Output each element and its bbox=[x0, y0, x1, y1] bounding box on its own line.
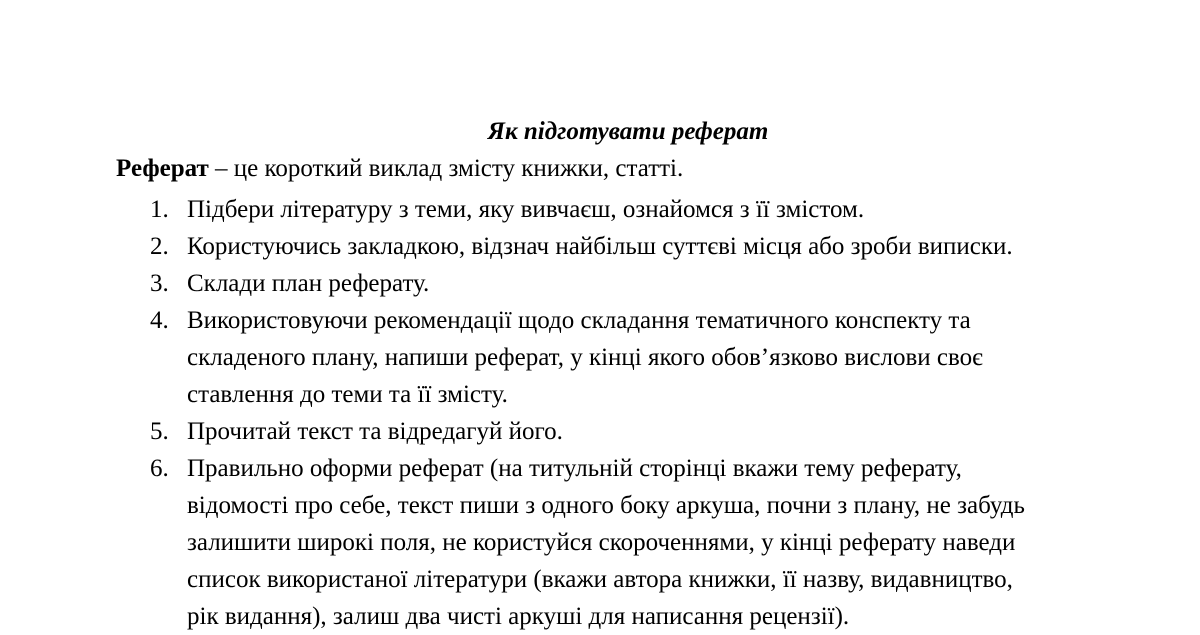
definition-term: Реферат bbox=[116, 155, 209, 182]
list-item-line: рік видання), залиш два чисті аркуші для написання рецензії). bbox=[187, 603, 850, 630]
list-item-line: складеного плану, напиши реферат, у кінці якого обов’язково вислови своє bbox=[187, 344, 983, 371]
list-item-number: 4. bbox=[150, 307, 169, 334]
definition-text: – це короткий виклад змісту книжки, статті. bbox=[208, 155, 684, 182]
list-item-number: 5. bbox=[150, 418, 169, 445]
definition-paragraph bbox=[116, 153, 683, 185]
list-item-line: відомості про себе, текст пиши з одного боку аркуша, почни з плану, не забудь bbox=[187, 492, 1025, 519]
list-item-line: Склади план реферату. bbox=[187, 270, 430, 297]
list-item-number: 1. bbox=[150, 196, 169, 223]
list-item bbox=[0, 413, 1025, 450]
list-item bbox=[0, 302, 1025, 413]
list-item-line: ставлення до теми та її змісту. bbox=[187, 381, 508, 408]
list-item-number: 2. bbox=[150, 233, 169, 260]
list-item bbox=[0, 265, 1025, 302]
list-item-line: список використаної літератури (вкажи автора книжки, її назву, видавництво, bbox=[187, 566, 1013, 593]
list-item-line: Правильно оформи реферат (на титульній сторінці вкажи тему реферату, bbox=[187, 455, 962, 482]
list-item bbox=[0, 450, 1025, 635]
list-item bbox=[0, 191, 1025, 228]
list-item bbox=[0, 228, 1025, 265]
list-item-line: залишити широкі поля, не користуйся скороченнями, у кінці реферату наведи bbox=[187, 529, 1016, 556]
numbered-list bbox=[0, 191, 1025, 635]
list-item-line: Підбери літературу з теми, яку вивчаєш, ознайомся з її змістом. bbox=[187, 196, 865, 223]
list-item-line: Прочитай текст та відредагуй його. bbox=[187, 418, 563, 445]
document-title: Як підготувати реферат bbox=[487, 118, 769, 145]
list-item-number: 6. bbox=[150, 455, 169, 482]
list-item-number: 3. bbox=[150, 270, 169, 297]
list-item-line: Використовуючи рекомендації щодо складання тематичного конспекту та bbox=[187, 307, 971, 334]
list-item-line: Користуючись закладкою, відзнач найбільш суттєві місця або зроби виписки. bbox=[187, 233, 1013, 260]
